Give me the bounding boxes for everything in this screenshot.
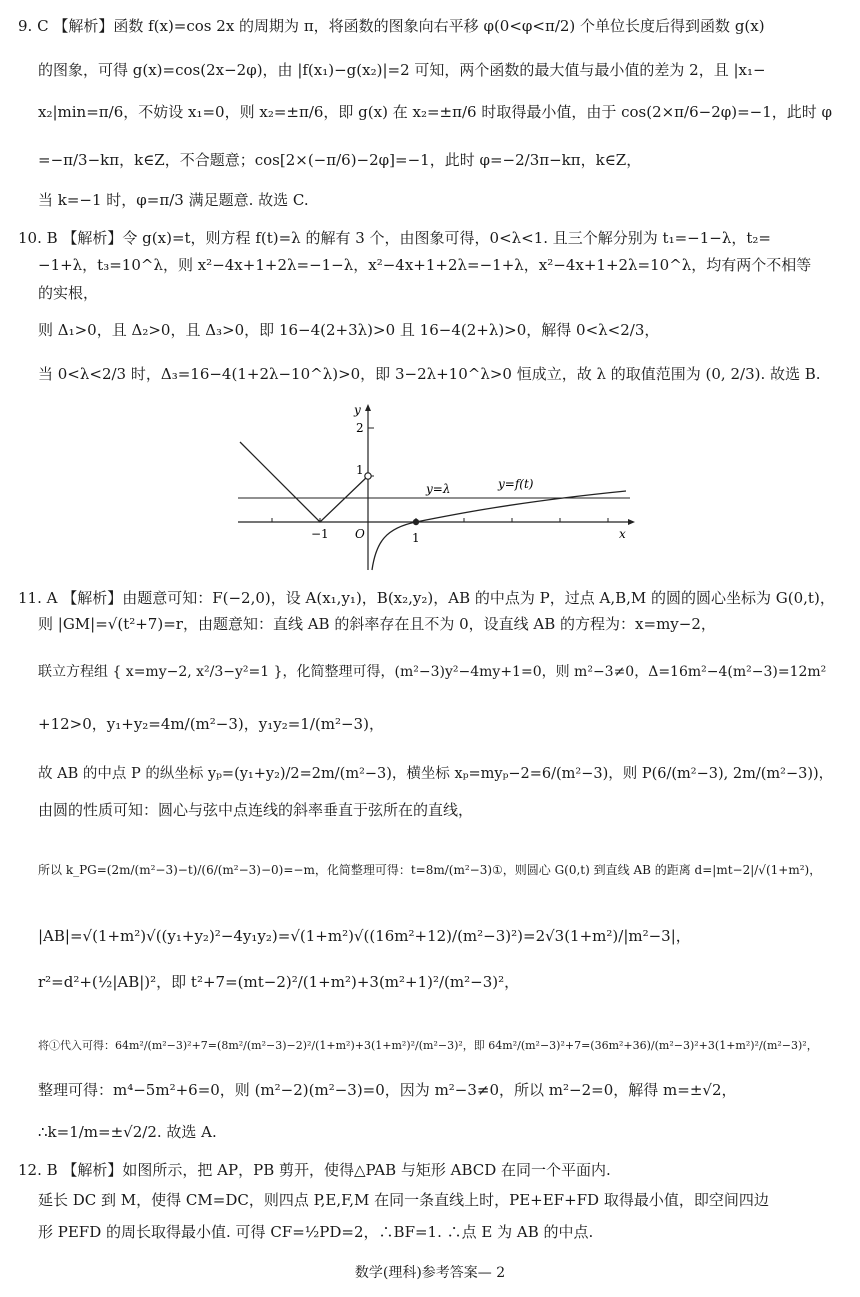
p12-line-3: 形 PEFD 的周长取得最小值. 可得 CF=½PD=2，∴BF=1. ∴点 E 为 AB 的中点. [38,1223,594,1241]
p10-line-2: −1+λ，t₃=10^λ，则 x²−4x+1+2λ=−1−λ，x²−4x+1+2λ=−1+λ，x²−4x+1+2λ=10^λ，均有两个不相等 [38,256,812,274]
p11-line-7: 所以 k_PG=(2m/(m²−3)−t)/(6/(m²−3)−0)=−m，化简整理可得：t=8m/(m²−3)①，则圆心 G(0,t) 到直线 AB 的距离 d=|mt−2|/√(1+m²)， [38,863,822,877]
p12-line-2: 延长 DC 到 M，使得 CM=DC，则四点 P,E,F,M 在同一条直线上时，PE+EF+FD 取得最小值，即空间四边 [38,1191,769,1209]
p11-line-8: |AB|=√(1+m²)√((y₁+y₂)²−4y₁y₂)=√(1+m²)√((16m²+12)/(m²−3)²)=2√3(1+m²)/|m²−3|， [38,927,691,945]
p12-line-1: 12. B 【解析】如图所示，把 AP，PB 剪开，使得△PAB 与矩形 ABCD 在同一个平面内. [18,1161,611,1179]
curve-label: y=f(t) [498,477,534,491]
p11-line-3: 联立方程组 { x=my−2, x²/3−y²=1 }，化简整理可得，(m²−3)y²−4my+1=0，则 m²−3≠0，Δ=16m²−4(m²−3)=12m² [38,664,827,680]
p11-line-10: 将①代入可得：64m²/(m²−3)²+7=(8m²/(m²−3)−2)²/(1+m²)+3(1+m²)²/(m²−3)²，即 64m²/(m²−3)²+7=(36m²+36)/(m²−3)²+3(1+m²)²/(m²−3)²， [38,1039,818,1052]
p11-line-11: 整理可得：m⁴−5m²+6=0，则 (m²−2)(m²−3)=0，因为 m²−3≠0，所以 m²−2=0，解得 m=±√2， [38,1081,737,1099]
p11-line-9: r²=d²+(½|AB|)²，即 t²+7=(mt−2)²/(1+m²)+3(m²+1)²/(m²−3)²， [38,973,520,991]
x-axis-label: x [619,527,626,541]
p11-line-4: +12>0，y₁+y₂=4m/(m²−3)，y₁y₂=1/(m²−3)， [38,715,384,733]
p9-line-4: =−π/3−kπ，k∈Z，不合题意；cos[2×(−π/6)−2φ]=−1，此时 φ=−2/3π−kπ，k∈Z， [38,151,642,169]
page-footer: 数学(理科)参考答案— 2 [354,1265,506,1281]
lambda-label: y=λ [426,482,451,496]
p9-line-2: 的图象，可得 g(x)=cos(2x−2φ)，由 |f(x₁)−g(x₂)|=2 可知，两个函数的最大值与最小值的差为 2，且 |x₁− [38,61,766,79]
f-left-branch [240,442,368,522]
x-axis-arrow-icon [628,519,635,525]
origin-label: O [355,527,365,541]
p9-line-1: 9. C 【解析】函数 f(x)=cos 2x 的周期为 π，将函数的图象向右平移 φ(0<φ<π/2) 个单位长度后得到函数 g(x) [18,17,765,35]
tick-x-neg1: −1 [311,527,329,541]
p9-line-3: x₂|min=π/6，不妨设 x₁=0，则 x₂=±π/6，即 g(x) 在 x₂=±π/6 时取得最小值，由于 cos(2×π/6−2φ)=−1，此时 φ [38,103,833,121]
p11-line-2: 则 |GM|=√(t²+7)=r，由题意知：直线 AB 的斜率存在且不为 0，设直线 AB 的方程为：x=my−2， [38,615,716,633]
y-axis-arrow-icon [365,404,371,411]
y-axis-label: y [354,403,361,417]
p10-line-3: 的实根， [38,284,99,302]
p10-line-1: 10. B 【解析】令 g(x)=t，则方程 f(t)=λ 的解有 3 个，由图象可得，0<λ<1. 且三个解分别为 t₁=−1−λ，t₂= [18,229,771,247]
p10-line-4: 则 Δ₁>0，且 Δ₂>0，且 Δ₃>0，即 16−4(2+3λ)>0 且 16−4(2+λ)>0，解得 0<λ<2/3， [38,321,660,339]
open-point-icon [365,473,371,479]
p9-line-5: 当 k=−1 时，φ=π/3 满足题意. 故选 C. [38,191,309,209]
p11-line-12: ∴k=1/m=±√2/2. 故选 A. [38,1123,217,1141]
tick-y-2: 2 [356,421,364,435]
tick-x-1: 1 [412,531,420,545]
f-log-branch [372,491,626,570]
solid-point-icon [413,519,419,525]
function-graph [236,402,636,574]
p11-line-6: 由圆的性质可知：圆心与弦中点连线的斜率垂直于弦所在的直线， [38,801,474,819]
p11-line-1: 11. A 【解析】由题意可知：F(−2,0)，设 A(x₁,y₁)，B(x₂,y₂)，AB 的中点为 P，过点 A,B,M 的圆的圆心坐标为 G(0,t)， [18,589,835,607]
p11-line-5: 故 AB 的中点 P 的纵坐标 yₚ=(y₁+y₂)/2=2m/(m²−3)，横坐标 xₚ=myₚ−2=6/(m²−3)，则 P(6/(m²−3), 2m/(m²−3))， [38,766,834,782]
tick-y-1: 1 [356,463,364,477]
p10-line-5: 当 0<λ<2/3 时，Δ₃=16−4(1+2λ−10^λ)>0，即 3−2λ+10^λ>0 恒成立，故 λ 的取值范围为 (0, 2/3). 故选 B. [38,365,821,383]
